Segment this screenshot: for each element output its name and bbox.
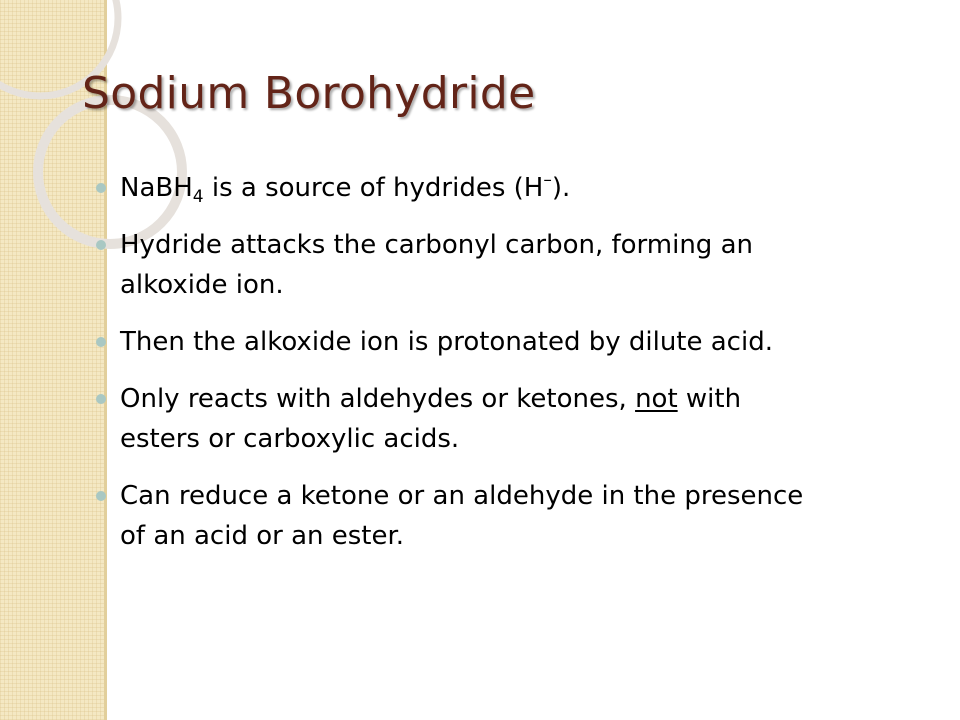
bullet-dot-icon [96,240,106,250]
bullet-item [96,225,816,305]
bullet-item [96,168,816,208]
bullet-dot-icon [96,337,106,347]
superscript-text: – [543,170,552,190]
bullet-text: Can reduce a ketone or an aldehyde in the presence of an acid or an ester. [120,481,804,551]
bullet-text: Only reacts with aldehydes or ketones, [120,384,636,414]
bullet-text: Hydride attacks the carbonyl carbon, forming an alkoxide ion. [120,230,753,300]
bullet-dot-icon [96,183,106,193]
bullet-list [96,168,816,573]
bullet-text: Then the alkoxide ion is protonated by dilute acid. [120,327,773,357]
bullet-text: with esters or carboxylic acids. [120,384,742,454]
subscript-text: 4 [192,187,204,207]
bullet-dot-icon [96,491,106,501]
bullet-item [96,476,816,556]
bullet-text: is a source of hydrides (H [203,173,544,203]
bullet-item [96,322,816,362]
bullet-item [96,379,816,459]
bullet-dot-icon [96,394,106,404]
slide-title: Sodium Borohydride [82,68,536,119]
bullet-text: NaBH [120,173,193,203]
bullet-text: ). [551,173,571,203]
underlined-text: not [635,384,678,414]
